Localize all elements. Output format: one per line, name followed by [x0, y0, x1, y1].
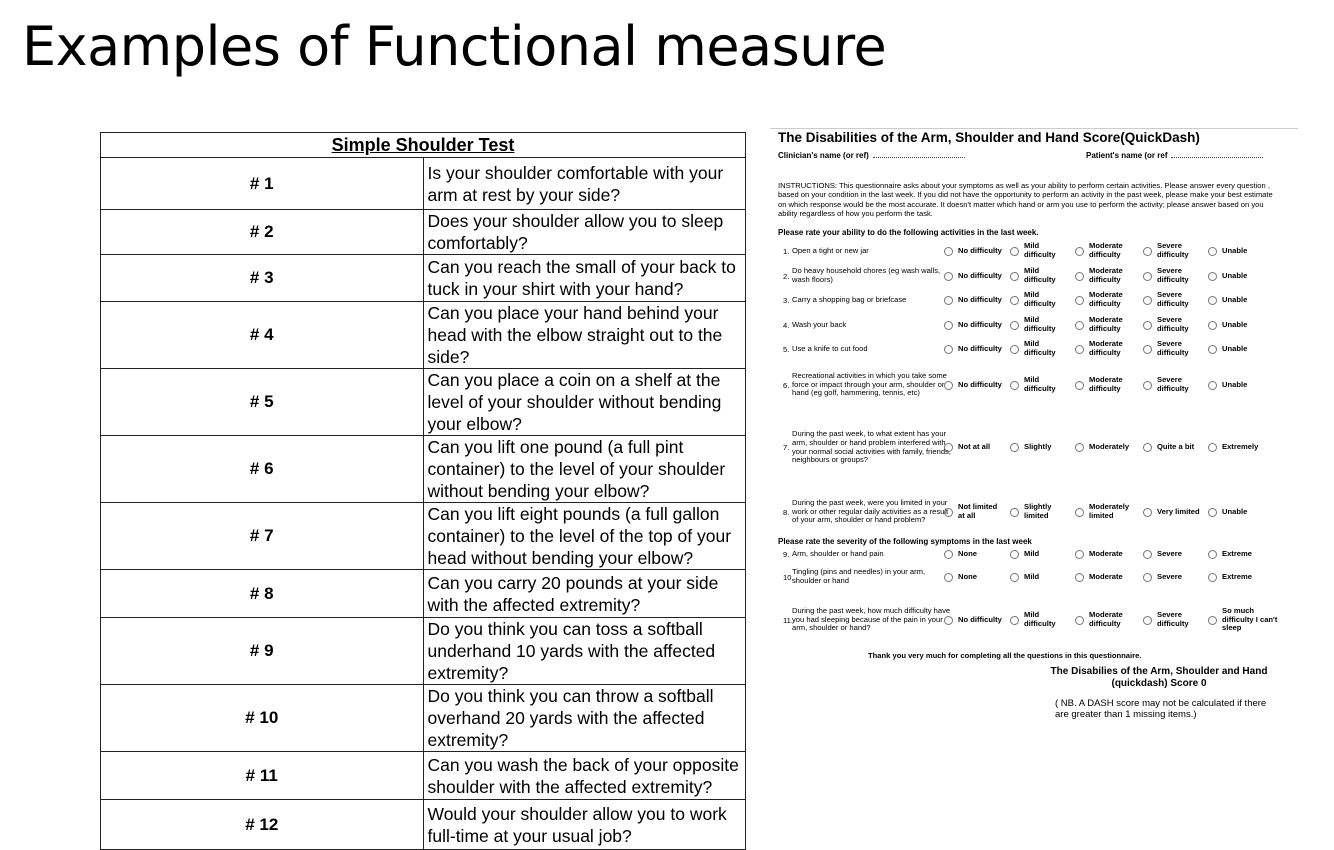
radio-button[interactable] [1208, 573, 1217, 582]
option-label: Quite a bit [1157, 442, 1195, 452]
question-row [778, 566, 1283, 588]
radio-button[interactable] [1075, 381, 1084, 390]
option-label: Unable [1222, 343, 1248, 353]
answer-option[interactable] [1075, 338, 1137, 360]
option-label: Not at all [958, 442, 991, 452]
patient-name-field [1086, 151, 1263, 160]
radio-button[interactable] [1143, 272, 1152, 281]
question-row [778, 265, 1283, 287]
radio-button[interactable] [944, 272, 953, 281]
clinician-name-field [778, 151, 965, 160]
radio-button[interactable] [1143, 443, 1152, 452]
question-text: Can you place your hand behind your head with the elbow straight out to the side? [423, 302, 746, 369]
question-number: 3. [783, 295, 790, 305]
question-number: 8. [783, 507, 790, 517]
option-label: Unable [1222, 319, 1248, 329]
answer-option[interactable] [1075, 420, 1137, 475]
option-label: Moderate difficulty [1089, 610, 1123, 628]
answer-option[interactable] [1010, 490, 1072, 534]
option-label: Severe difficulty [1157, 315, 1189, 333]
option-label: Moderate difficulty [1089, 290, 1123, 308]
radio-button[interactable] [1208, 345, 1217, 354]
answer-option[interactable] [1010, 338, 1072, 360]
question-row [778, 420, 1283, 475]
option-label: Severe difficulty [1157, 339, 1189, 357]
answer-option[interactable] [944, 289, 1006, 311]
radio-button[interactable] [944, 550, 953, 559]
radio-button[interactable] [944, 381, 953, 390]
radio-button[interactable] [1010, 272, 1019, 281]
answer-option[interactable] [1208, 289, 1278, 311]
answer-option[interactable] [1010, 265, 1072, 287]
slide-title: Examples of Functional measure [22, 15, 887, 78]
option-label: Moderate difficulty [1089, 241, 1123, 259]
question-row [778, 547, 1283, 561]
question-text: During the past week, were you limited in your work or other regular daily activities as a result of your arm, shoulder or hand problem? [792, 498, 949, 525]
option-label: Unable [1222, 506, 1248, 516]
radio-button[interactable] [1208, 321, 1217, 330]
option-label: Extreme [1222, 571, 1252, 581]
answer-option[interactable] [944, 420, 1006, 475]
option-label: Mild difficulty [1024, 241, 1056, 259]
question-row [778, 240, 1283, 262]
option-label: Moderate [1089, 548, 1123, 558]
answer-option[interactable] [944, 338, 1006, 360]
question-text: Do heavy household chores (eg wash walls, wash floors) [792, 266, 941, 284]
row-number: # 12 [101, 800, 424, 850]
answer-option[interactable] [1143, 338, 1205, 360]
row-number: # 6 [101, 436, 424, 503]
question-text: Tingling (pins and needles) in your arm, shoulder or hand [792, 567, 926, 585]
answer-option[interactable] [1208, 265, 1278, 287]
option-label: Severe difficulty [1157, 375, 1189, 393]
radio-button[interactable] [1010, 443, 1019, 452]
option-label: Mild [1024, 571, 1040, 581]
radio-button[interactable] [1075, 573, 1084, 582]
question-row [778, 314, 1283, 336]
row-number: # 8 [101, 570, 424, 618]
option-label: Unable [1222, 379, 1248, 389]
radio-button[interactable] [1143, 381, 1152, 390]
clinician-label: Clinician's name (or ref) [778, 151, 869, 160]
question-row [778, 338, 1283, 360]
option-label: Severe difficulty [1157, 241, 1189, 259]
radio-button[interactable] [1208, 550, 1217, 559]
patient-label: Patient's name (or ref [1086, 151, 1168, 160]
option-label: Moderate difficulty [1089, 315, 1123, 333]
radio-button[interactable] [1010, 296, 1019, 305]
option-label: Mild difficulty [1024, 290, 1056, 308]
answer-option[interactable] [1143, 490, 1205, 534]
radio-button[interactable] [1075, 321, 1084, 330]
question-row [778, 361, 1283, 409]
radio-button[interactable] [1010, 616, 1019, 625]
answer-option[interactable] [1208, 338, 1278, 360]
answer-option[interactable] [1208, 314, 1278, 336]
radio-button[interactable] [1075, 616, 1084, 625]
option-label: Unable [1222, 294, 1248, 304]
radio-button[interactable] [1010, 573, 1019, 582]
answer-option[interactable] [1010, 600, 1072, 640]
question-text: Recreational activities in which you take some force or impact through your arm, shoulder or hand (eg golf, hammering, tennis, etc) [792, 371, 947, 398]
option-label: Moderate difficulty [1089, 339, 1123, 357]
answer-option[interactable] [1208, 547, 1278, 561]
option-label: Mild difficulty [1024, 266, 1056, 284]
answer-option[interactable] [1143, 600, 1205, 640]
answer-option[interactable] [1075, 490, 1137, 534]
option-label: No difficulty [958, 614, 1002, 624]
question-row [778, 289, 1283, 311]
radio-button[interactable] [1208, 247, 1217, 256]
answer-option[interactable] [944, 361, 1006, 409]
question-row [778, 490, 1283, 534]
option-label: No difficulty [958, 319, 1002, 329]
question-text: Arm, shoulder or hand pain [792, 548, 884, 558]
option-label: Mild difficulty [1024, 315, 1056, 333]
radio-button[interactable] [1208, 272, 1217, 281]
option-label: Moderate difficulty [1089, 375, 1123, 393]
row-number: # 5 [101, 369, 424, 436]
option-label: Slightly limited [1024, 502, 1052, 520]
radio-button[interactable] [1075, 443, 1084, 452]
option-label: No difficulty [958, 343, 1002, 353]
radio-button[interactable] [1010, 345, 1019, 354]
question-text: Can you place a coin on a shelf at the level of your shoulder without bending your elbow? [423, 369, 746, 436]
question-text: Do you think you can toss a softball underhand 10 yards with the affected extremity? [423, 618, 746, 685]
row-number: # 7 [101, 503, 424, 570]
patient-input-line[interactable] [1171, 151, 1263, 158]
question-text: Can you lift eight pounds (a full gallon container) to the level of the top of your head without bending your elbow? [423, 503, 746, 570]
radio-button[interactable] [1143, 573, 1152, 582]
answer-option[interactable] [944, 490, 1006, 534]
question-number: 11. [783, 615, 793, 625]
question-text: Can you carry 20 pounds at your side with the affected extremity? [423, 570, 746, 618]
score-result: The Disabilies of the Arm, Shoulder and Hand (quickdash) Score 0 [1050, 666, 1268, 689]
score-note: ( NB. A DASH score may not be calculated if there are greater than 1 missing items.) [1055, 698, 1267, 720]
answer-option[interactable] [1010, 314, 1072, 336]
option-label: So much difficulty I can't sleep [1222, 606, 1278, 633]
row-number: # 3 [101, 255, 424, 302]
answer-option[interactable] [944, 265, 1006, 287]
row-number: # 1 [101, 158, 424, 210]
option-label: Severe [1157, 548, 1182, 558]
radio-button[interactable] [1208, 616, 1217, 625]
radio-button[interactable] [944, 345, 953, 354]
answer-option[interactable] [1010, 289, 1072, 311]
answer-option[interactable] [1143, 240, 1205, 262]
answer-option[interactable] [1075, 289, 1137, 311]
answer-option[interactable] [1075, 361, 1137, 409]
option-label: Mild difficulty [1024, 339, 1056, 357]
option-label: No difficulty [958, 270, 1002, 280]
answer-option[interactable] [1143, 420, 1205, 475]
answer-option[interactable] [944, 547, 1006, 561]
option-label: No difficulty [958, 245, 1002, 255]
radio-button[interactable] [1010, 247, 1019, 256]
question-number: 5. [783, 344, 790, 354]
answer-option[interactable] [944, 600, 1006, 640]
question-number: 4. [783, 320, 790, 330]
answer-option[interactable] [1208, 420, 1278, 475]
radio-button[interactable] [1208, 508, 1217, 517]
option-label: Severe difficulty [1157, 290, 1189, 308]
radio-button[interactable] [944, 573, 953, 582]
option-label: Unable [1222, 270, 1248, 280]
answer-option[interactable] [1208, 600, 1278, 640]
question-text: Do you think you can throw a softball overhand 20 yards with the affected extremity? [423, 685, 746, 752]
answer-option[interactable] [1208, 490, 1278, 534]
answer-option[interactable] [1143, 289, 1205, 311]
radio-button[interactable] [1010, 381, 1019, 390]
answer-option[interactable] [1075, 600, 1137, 640]
answer-option[interactable] [1010, 566, 1072, 588]
option-label: None [958, 571, 977, 581]
row-number: # 9 [101, 618, 424, 685]
question-text: During the past week, to what extent has your arm, shoulder or hand problem interfered with your normal social activities with family, friends, neighbours or groups? [792, 429, 951, 465]
answer-option[interactable] [1143, 265, 1205, 287]
option-label: Severe [1157, 571, 1182, 581]
question-number: 6. [783, 380, 790, 390]
radio-button[interactable] [1208, 381, 1217, 390]
option-label: Moderate [1089, 571, 1123, 581]
answer-option[interactable] [1208, 361, 1278, 409]
question-number: 7. [783, 443, 790, 452]
thank-you-note: Thank you very much for completing all the questions in this questionnaire. [868, 651, 1142, 660]
radio-button[interactable] [1143, 550, 1152, 559]
quickdash-form [770, 128, 1300, 728]
divider [770, 128, 1298, 129]
question-text: Can you lift one pound (a full pint container) to the level of your shoulder without bending your elbow? [423, 436, 746, 503]
option-label: Not limited at all [958, 502, 998, 520]
row-number: # 10 [101, 685, 424, 752]
radio-button[interactable] [1143, 345, 1152, 354]
radio-button[interactable] [1143, 296, 1152, 305]
answer-option[interactable] [1075, 240, 1137, 262]
answer-option[interactable] [1010, 361, 1072, 409]
radio-button[interactable] [1075, 272, 1084, 281]
answer-option[interactable] [1143, 547, 1205, 561]
answer-option[interactable] [1143, 361, 1205, 409]
answer-option[interactable] [1143, 566, 1205, 588]
question-text: Is your shoulder comfortable with your arm at rest by your side? [423, 158, 746, 210]
radio-button[interactable] [1208, 443, 1217, 452]
clinician-input-line[interactable] [873, 151, 965, 158]
section-heading: Please rate your ability to do the following activities in the last week. [778, 228, 1039, 237]
option-label: Mild difficulty [1024, 375, 1056, 393]
option-label: Extreme [1222, 548, 1252, 558]
question-number: 9. [783, 549, 790, 559]
answer-option[interactable] [1075, 547, 1137, 561]
radio-button[interactable] [944, 296, 953, 305]
radio-button[interactable] [1075, 550, 1084, 559]
row-number: # 11 [101, 752, 424, 800]
answer-option[interactable] [944, 314, 1006, 336]
radio-button[interactable] [944, 443, 953, 452]
radio-button[interactable] [1143, 247, 1152, 256]
question-text: Would your shoulder allow you to work full-time at your usual job? [423, 800, 746, 850]
radio-button[interactable] [1208, 296, 1217, 305]
option-label: Very limited [1157, 506, 1200, 516]
answer-option[interactable] [944, 566, 1006, 588]
radio-button[interactable] [1075, 296, 1084, 305]
option-label: Moderate difficulty [1089, 266, 1123, 284]
table-title: Simple Shoulder Test [101, 133, 746, 158]
radio-button[interactable] [1010, 321, 1019, 330]
row-number: # 4 [101, 302, 424, 369]
answer-option[interactable] [1075, 314, 1137, 336]
radio-button[interactable] [1075, 345, 1084, 354]
form-title: The Disabilities of the Arm, Shoulder and Hand Score(QuickDash) [778, 130, 1200, 145]
radio-button[interactable] [1143, 321, 1152, 330]
radio-button[interactable] [1010, 508, 1019, 517]
answer-option[interactable] [1075, 265, 1137, 287]
option-label: Severe difficulty [1157, 610, 1189, 628]
answer-option[interactable] [1010, 240, 1072, 262]
question-text: During the past week, how much difficulty have you had sleeping because of the pain in your arm, shoulder or hand? [792, 606, 951, 633]
option-label: Severe difficulty [1157, 266, 1189, 284]
radio-button[interactable] [1075, 508, 1084, 517]
answer-option[interactable] [1208, 566, 1278, 588]
question-number: 10. [783, 572, 794, 582]
radio-button[interactable] [1010, 550, 1019, 559]
question-text: Carry a shopping bag or briefcase [792, 294, 907, 304]
option-label: No difficulty [958, 294, 1002, 304]
instructions: INSTRUCTIONS: This questionnaire asks about your symptoms as well as your ability to perform certain activities. Please answer every question , based on your condition in the last week. If you did not have the opportunity to perform an activity in the past week, please make your best estimate on which response would be the most accurate. It doesn't matter which hand or arm you use to perform the activity; please answer based on you ability regardless of how you perform the task. [778, 181, 1273, 218]
option-label: Moderately limited [1089, 502, 1130, 520]
option-label: Moderately [1089, 442, 1130, 452]
answer-option[interactable] [1010, 420, 1072, 475]
radio-button[interactable] [1075, 247, 1084, 256]
section-heading: Please rate the severity of the following symptoms in the last week [778, 537, 1032, 546]
radio-button[interactable] [944, 321, 953, 330]
option-label: No difficulty [958, 379, 1002, 389]
question-text: Use a knife to cut food [792, 343, 868, 353]
question-number: 2. [783, 271, 790, 281]
option-label: Slightly [1024, 442, 1052, 452]
option-label: Mild difficulty [1024, 610, 1056, 628]
radio-button[interactable] [944, 508, 953, 517]
row-number: # 2 [101, 210, 424, 255]
option-label: Extremely [1222, 442, 1259, 452]
question-text: Wash your back [792, 319, 847, 329]
radio-button[interactable] [1143, 616, 1152, 625]
option-label: Unable [1222, 245, 1248, 255]
question-text: Can you wash the back of your opposite shoulder with the affected extremity? [423, 752, 746, 800]
option-label: None [958, 548, 977, 558]
answer-option[interactable] [1208, 240, 1278, 262]
question-text: Can you reach the small of your back to tuck in your shirt with your hand? [423, 255, 746, 302]
question-number: 1. [783, 246, 790, 256]
radio-button[interactable] [1143, 508, 1152, 517]
answer-option[interactable] [1143, 314, 1205, 336]
answer-option[interactable] [944, 240, 1006, 262]
option-label: Mild [1024, 548, 1040, 558]
simple-shoulder-test-table [100, 132, 746, 850]
radio-button[interactable] [944, 616, 953, 625]
radio-button[interactable] [944, 247, 953, 256]
answer-option[interactable] [1010, 547, 1072, 561]
answer-option[interactable] [1075, 566, 1137, 588]
question-text: Open a tight or new jar [792, 245, 869, 255]
question-row [778, 600, 1283, 640]
question-text: Does your shoulder allow you to sleep comfortably? [423, 210, 746, 255]
